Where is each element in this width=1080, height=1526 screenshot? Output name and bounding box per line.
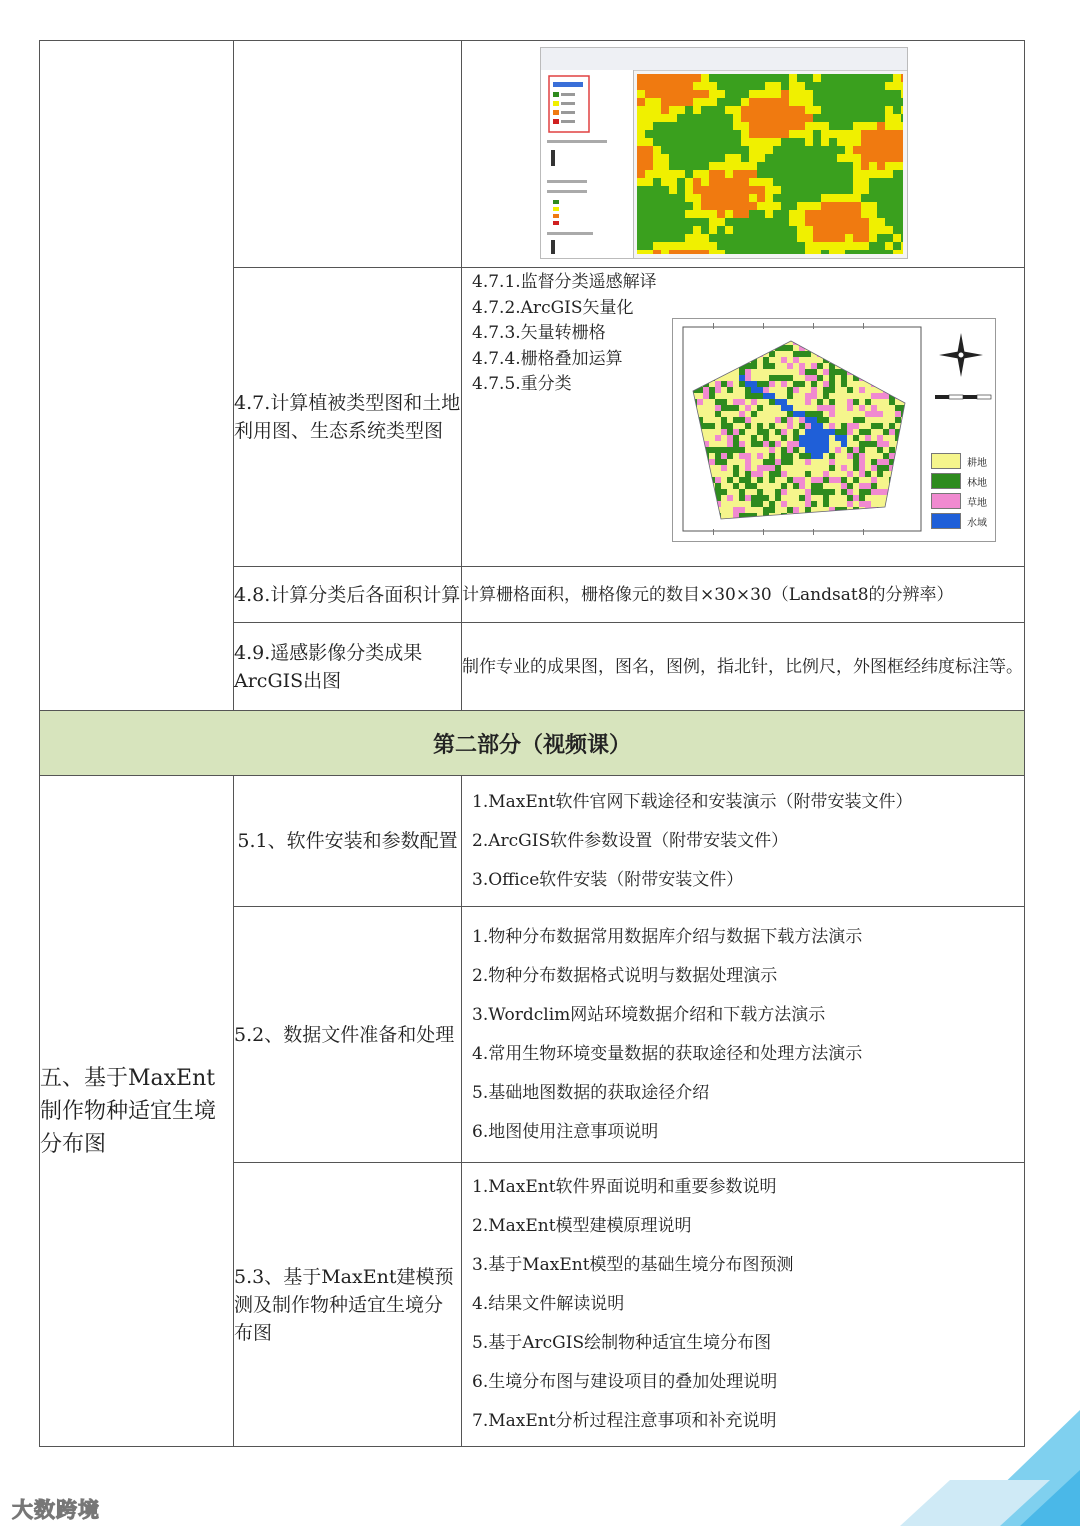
land-use-map-figure [672,318,996,542]
list-item: 1.MaxEnt软件界面说明和重要参数说明 [472,1177,777,1197]
list-item: 5.基于ArcGIS绘制物种适宜生境分布图 [472,1333,772,1353]
list-item: 6.生境分布图与建设项目的叠加处理说明 [472,1372,778,1392]
section4-cell [40,41,234,711]
step-item: 4.7.2.ArcGIS矢量化 [472,297,634,318]
map-legend [931,453,987,533]
step-item: 4.7.4.栅格叠加运算 [472,348,623,369]
list-item: 2.MaxEnt模型建模原理说明 [472,1216,692,1236]
legend-label: 林地 [967,477,987,489]
legend-entry [931,453,987,469]
list-item: 3.Wordclim网站环境数据介绍和下载方法演示 [472,1004,826,1025]
step-item: 4.7.1.监督分类遥感解译 [472,272,657,292]
row-5-2-label: 5.2、数据文件准备和处理 [234,907,462,1163]
row-5-2-items [462,907,1025,1163]
legend-swatch [931,453,961,469]
row-4-8-text: 计算栅格面积，栅格像元的数目×30×30（Landsat8的分辨率） [462,567,1025,623]
legend-entry [931,493,987,509]
table-of-contents-panel [541,70,634,258]
row-4-7-steps [472,270,657,398]
empty-label-cell [234,41,462,268]
arcgis-screenshot-image [540,47,908,259]
legend-entry [931,513,987,529]
row-4-9-text: 制作专业的成果图，图名，图例，指北针，比例尺，外图框经纬度标注等。 [462,623,1025,711]
arcgis-screenshot-cell [462,41,1025,268]
list-item: 4.常用生物环境变量数据的获取途径和处理方法演示 [472,1043,863,1064]
classification-raster-map [637,74,903,254]
legend-swatch [931,493,961,509]
list-item: 4.结果文件解读说明 [472,1294,625,1314]
list-item: 5.基础地图数据的获取途径介绍 [472,1082,710,1103]
list-item: 6.地图使用注意事项说明 [472,1121,659,1142]
legend-label: 水域 [967,517,987,529]
row-4-7-label: 4.7.计算植被类型图和土地利用图、生态系统类型图 [234,268,462,567]
row-4-8-label: 4.8.计算分类后各面积计算 [234,567,462,623]
legend-label: 耕地 [967,457,987,469]
course-table [39,40,1025,1447]
step-item: 4.7.3.矢量转栅格 [472,323,606,343]
watermark-logo: 大数跨境 [12,1498,100,1522]
row-5-3-items [462,1163,1025,1447]
list-item: 1.MaxEnt软件官网下载途径和安装演示（附带安装文件） [472,791,913,812]
list-item: 7.MaxEnt分析过程注意事项和补充说明 [472,1411,777,1431]
row-4-7-content [462,268,1025,567]
part-two-banner: 第二部分（视频课） [40,711,1025,776]
step-item: 4.7.5.重分类 [472,374,572,394]
corner-decoration [900,1410,1080,1526]
legend-label: 草地 [967,497,987,509]
row-5-1-label: 5.1、软件安装和参数配置 [234,776,462,907]
section5-title: 五、基于MaxEnt制作物种适宜生境分布图 [40,776,234,1447]
list-item: 2.物种分布数据格式说明与数据处理演示 [472,965,778,986]
list-item: 3.Office软件安装（附带安装文件） [472,869,744,890]
list-item: 2.ArcGIS软件参数设置（附带安装文件） [472,830,789,851]
row-5-3-label: 5.3、基于MaxEnt建模预测及制作物种适宜生境分布图 [234,1163,462,1447]
toolbar-strip [541,48,907,71]
list-item: 3.基于MaxEnt模型的基础生境分布图预测 [472,1255,794,1275]
list-item: 1.物种分布数据常用数据库介绍与数据下载方法演示 [472,926,863,947]
row-5-1-items [462,776,1025,907]
row-4-9-label: 4.9.遥感影像分类成果ArcGIS出图 [234,623,462,711]
legend-swatch [931,513,961,529]
legend-swatch [931,473,961,489]
legend-entry [931,473,987,489]
